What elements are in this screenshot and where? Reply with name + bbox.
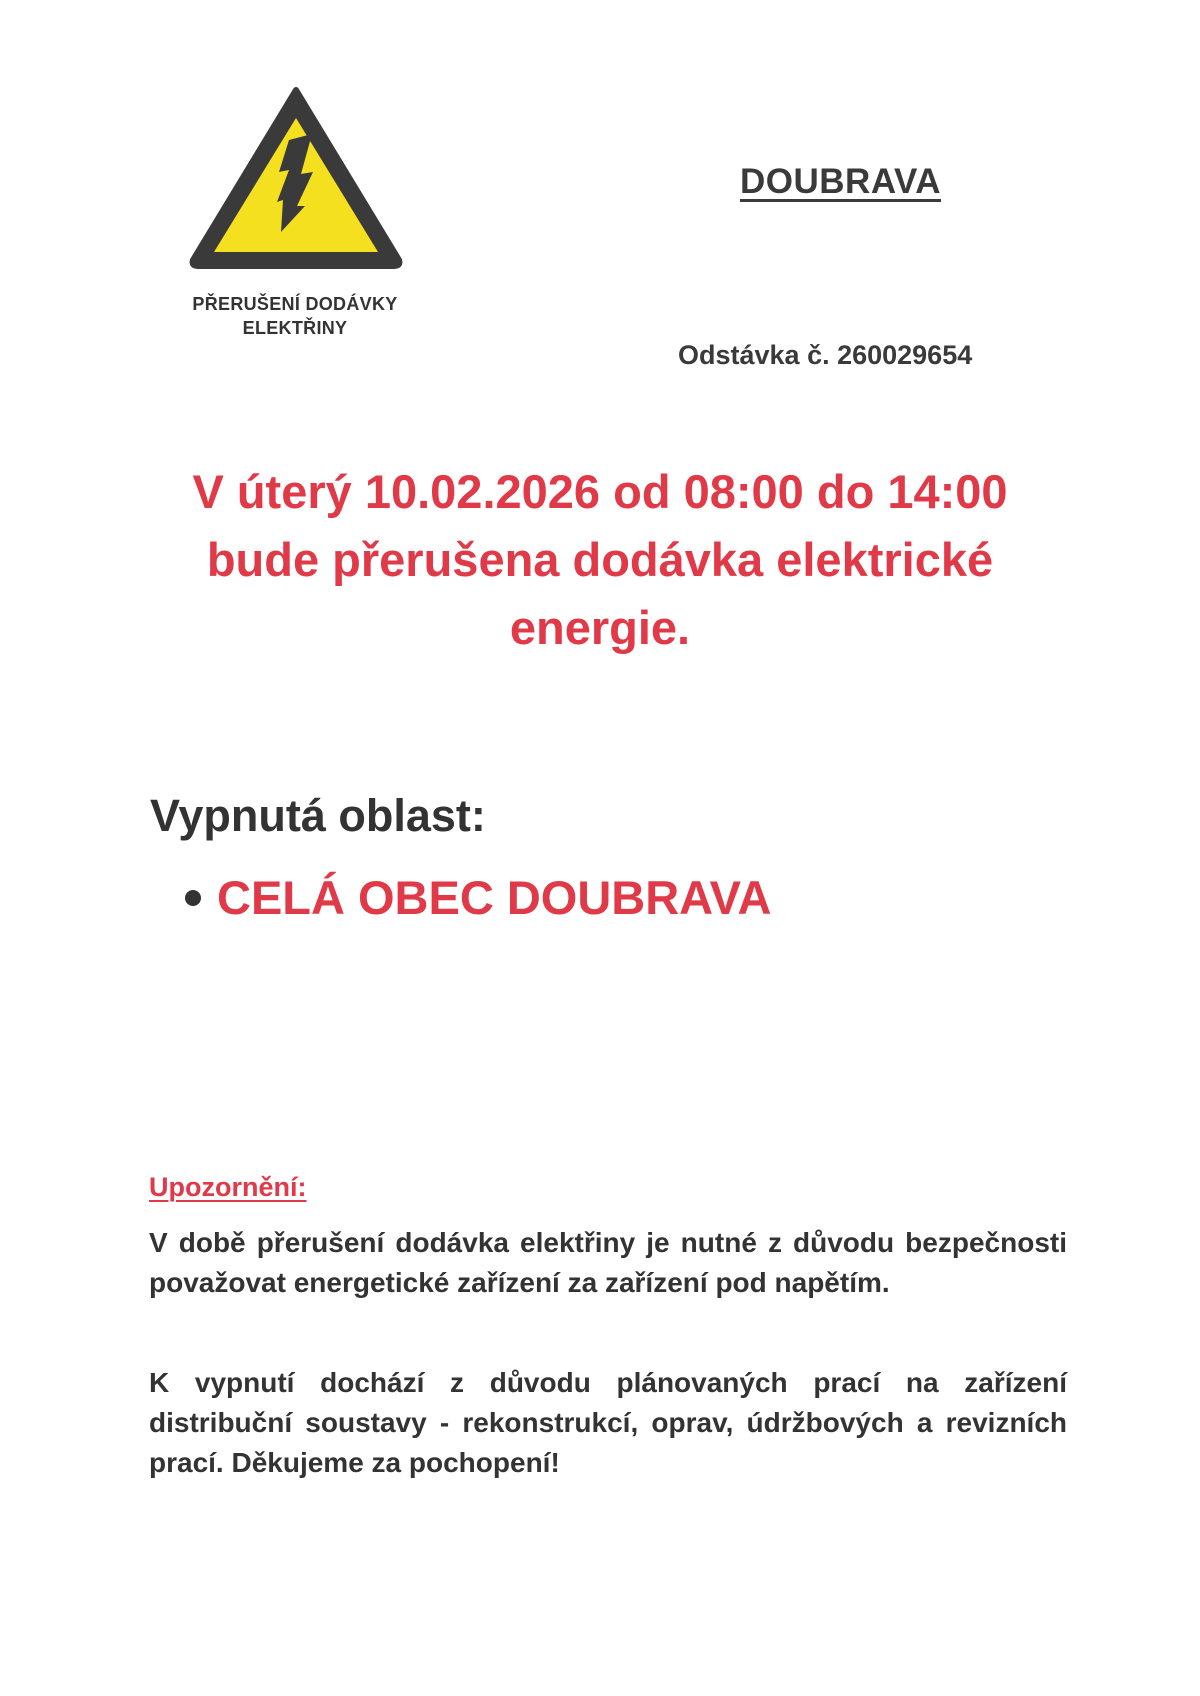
location-title: DOUBRAVA bbox=[740, 162, 942, 201]
notice-title: Upozornění: bbox=[149, 1172, 307, 1202]
affected-area-text: CELÁ OBEC DOUBRAVA bbox=[217, 871, 772, 924]
headline-line3: energie. bbox=[509, 601, 691, 654]
sign-caption bbox=[150, 292, 440, 340]
notice-paragraph-safety: V době přerušení dodávka elektřiny je nutné z důvodu bezpečnosti považovat energetické zařízení za zařízení pod napětím. bbox=[149, 1227, 1067, 1298]
affected-area-label: Vypnutá oblast: bbox=[150, 790, 486, 841]
affected-area-item bbox=[185, 870, 771, 925]
headline-line1: V úterý 10.02.2026 od 08:00 do 14:00 bbox=[192, 465, 1008, 518]
sign-caption-line1: PŘERUŠENÍ DODÁVKY bbox=[192, 294, 398, 314]
affected-area-list bbox=[185, 870, 771, 925]
sign-caption-line2: ELEKTŘINY bbox=[242, 318, 348, 338]
outage-headline bbox=[100, 458, 1100, 662]
high-voltage-warning-icon bbox=[185, 82, 407, 272]
bullet-icon bbox=[185, 890, 201, 906]
outage-number: Odstávka č. 260029654 bbox=[678, 340, 973, 370]
notice-paragraph-reason: K vypnutí dochází z důvodu plánovaných prací na zařízení distribuční soustavy - rekonstrukcí, oprav, údržbových a revizních prací. Děkujeme za pochopení! bbox=[149, 1367, 1067, 1478]
headline-line2: bude přerušena dodávka elektrické bbox=[206, 533, 994, 586]
